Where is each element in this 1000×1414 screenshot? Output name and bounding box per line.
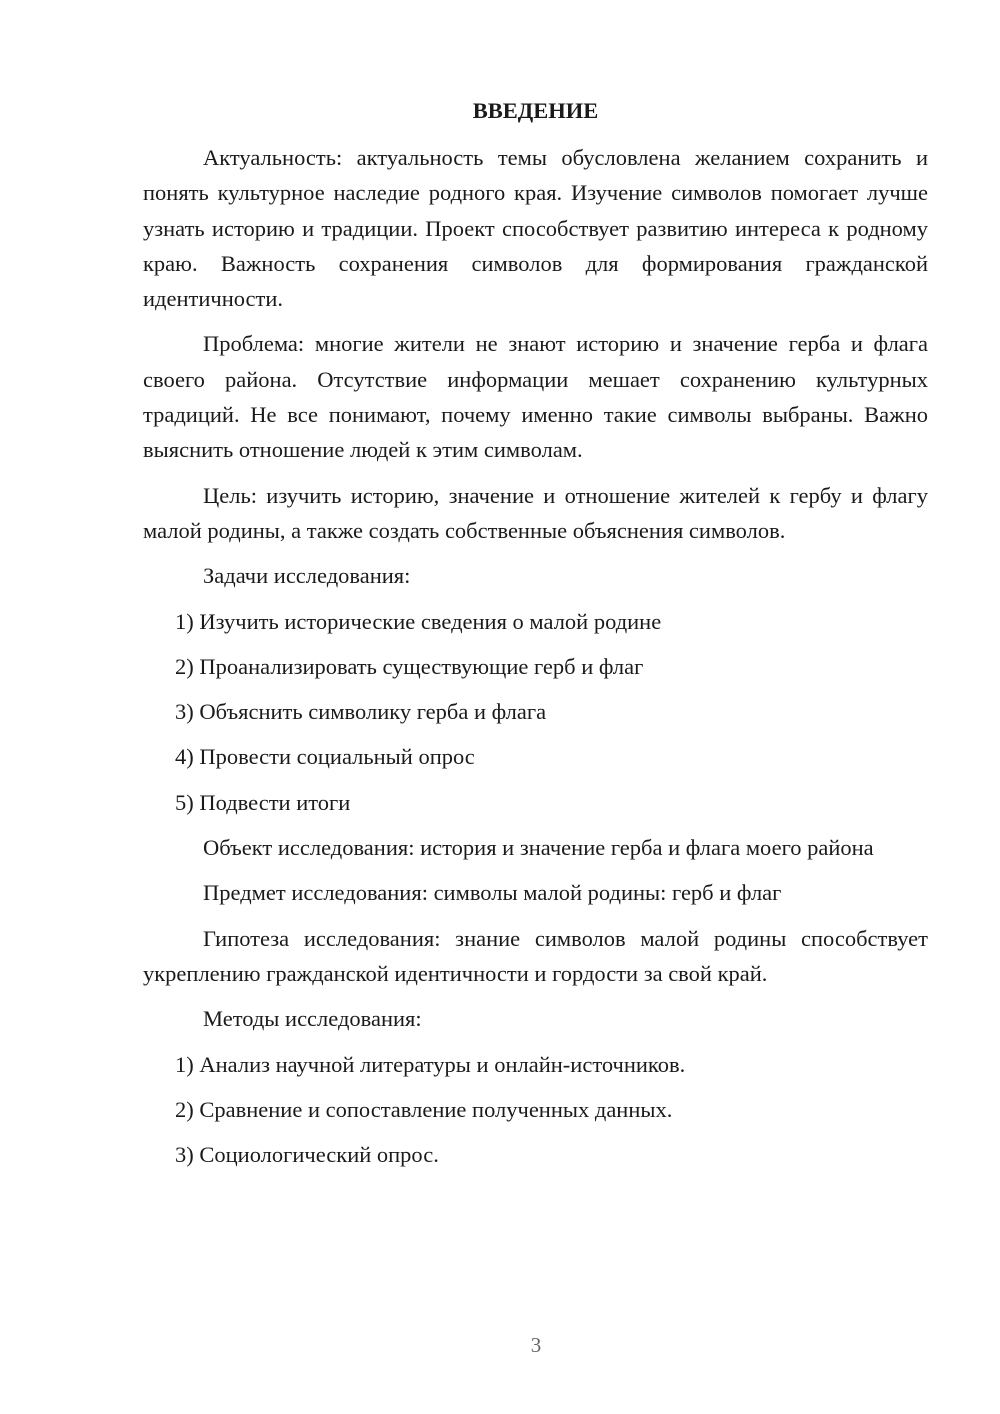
page-title: ВВЕДЕНИЕ	[472, 98, 599, 123]
method-item: 3) Социологический опрос.	[175, 1142, 439, 1168]
methods-list	[143, 1047, 928, 1173]
hypothesis-paragraph: Гипотеза исследования: знание символов малой родины способствует укреплению гражданской идентичности и гордости за свой край.	[143, 925, 928, 986]
task-item: 3) Объяснить символику герба и флага	[175, 699, 547, 725]
page-number: 3	[530, 1333, 542, 1357]
methods-heading: Методы исследования:	[203, 1006, 422, 1032]
method-item: 2) Сравнение и сопоставление полученных данных.	[175, 1096, 673, 1122]
subject-paragraph: Предмет исследования: символы малой родины: герб и флаг	[203, 880, 782, 906]
object-paragraph: Объект исследования: история и значение герба и флага моего района	[203, 835, 874, 861]
task-item: 1) Изучить исторические сведения о малой родине	[175, 608, 662, 634]
tasks-heading: Задачи исследования:	[203, 563, 411, 589]
problem-paragraph: Проблема: многие жители не знают историю и значение герба и флага своего района. Отсутствие информации мешает сохранению культурных традиций. Не все понимают, почему именно такие символы выбраны. Важно выяснить отношение людей к этим символам.	[143, 331, 928, 463]
tasks-list	[143, 604, 928, 820]
method-item: 1) Анализ научной литературы и онлайн-источников.	[175, 1051, 686, 1077]
relevance-paragraph: Актуальность: актуальность темы обусловлена желанием сохранить и понять культурное наследие родного края. Изучение символов помогает лучше узнать историю и традиции. Проект способствует развитию интереса к родному краю. Важность сохранения символов для формирования гражданской идентичности.	[143, 145, 928, 312]
task-item: 2) Проанализировать существующие герб и флаг	[175, 653, 644, 679]
document-page	[143, 96, 928, 1182]
task-item: 4) Провести социальный опрос	[175, 744, 475, 770]
goal-paragraph: Цель: изучить историю, значение и отношение жителей к гербу и флагу малой родины, а также создать собственные объяснения символов.	[143, 482, 928, 543]
task-item: 5) Подвести итоги	[175, 789, 351, 815]
